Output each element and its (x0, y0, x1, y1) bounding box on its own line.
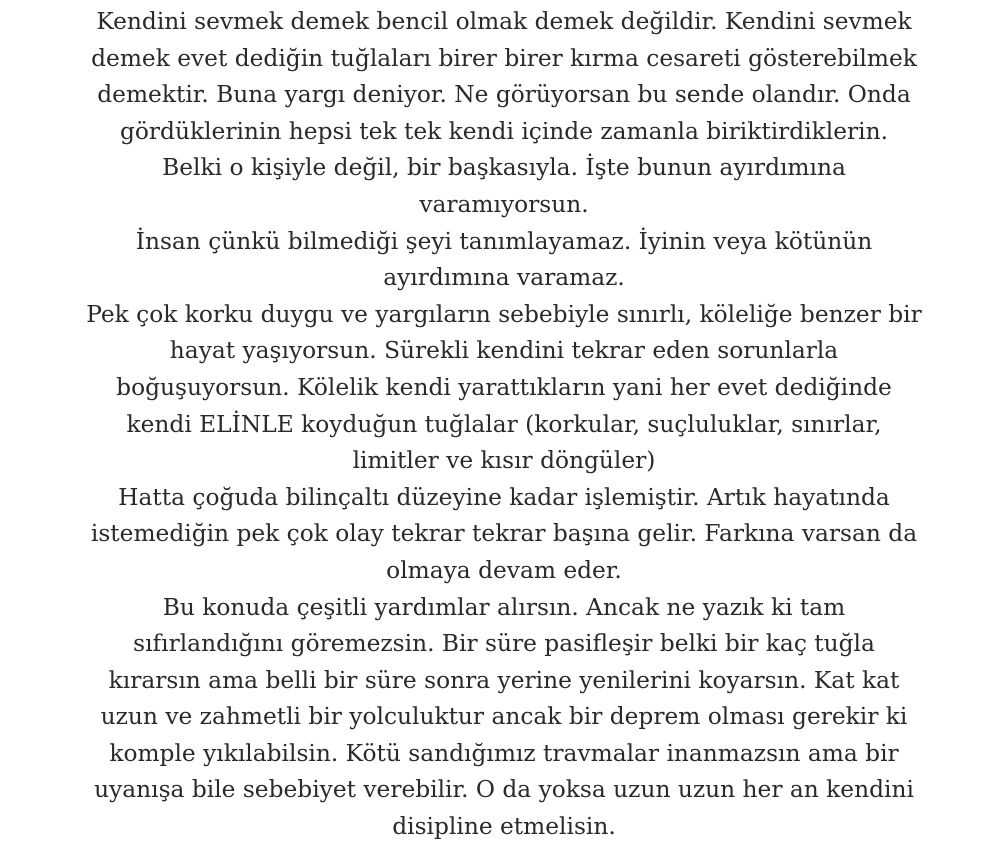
text-line: boğuşuyorsun. Kölelik kendi yarattıkların yani her evet dediğinde (116, 373, 892, 401)
text-line: hayat yaşıyorsun. Sürekli kendini tekrar eden sorunlarla (169, 337, 839, 365)
text-line: varamıyorsun. (419, 190, 589, 218)
text-line: limitler ve kısır döngüler) (352, 447, 656, 475)
text-line: gördüklerinin hepsi tek tek kendi içinde zamanla biriktirdiklerin. (119, 117, 889, 145)
text-line: ayırdımına varamaz. (383, 264, 625, 292)
text-line: kendi ELİNLE koyduğun tuğlalar (korkular, suçluluklar, sınırlar, (126, 410, 882, 438)
text-line: disipline etmelisin. (392, 813, 616, 841)
text-line: uyanışa bile sebebiyet verebilir. O da yoksa uzun uzun her an kendini (94, 776, 914, 804)
text-line: kırarsın ama belli bir süre sonra yerine yenilerini koyarsın. Kat kat (108, 666, 900, 694)
text-line: Kendini sevmek demek bencil olmak demek değildir. Kendini sevmek (96, 8, 912, 35)
text-line: İnsan çünkü bilmediği şeyi tanımlayamaz. İyinin veya kötünün (135, 227, 873, 255)
text-line: Pek çok korku duygu ve yargıların sebebiyle sınırlı, köleliğe benzer bir (86, 300, 922, 328)
text-line: demek evet dediğin tuğlaları birer birer kırma cesareti gösterebilmek (91, 44, 917, 72)
text-line: Hatta çoğuda bilinçaltı düzeyine kadar işlemiştir. Artık hayatında (118, 483, 890, 511)
text-line: uzun ve zahmetli bir yolculuktur ancak bir deprem olması gerekir ki (100, 703, 908, 731)
text-line: komple yıkılabilsin. Kötü sandığımız travmalar inanmazsın ama bir (109, 739, 899, 767)
text-line: sıfırlandığını göremezsin. Bir süre pasifleşir belki bir kaç tuğla (133, 630, 875, 658)
text-line: demektir. Buna yargı deniyor. Ne görüyorsan bu sende olandır. Onda (97, 81, 911, 109)
text-line: Bu konuda çeşitli yardımlar alırsın. Ancak ne yazık ki tam (162, 593, 846, 621)
document-text (0, 4, 1008, 846)
text-line: olmaya devam eder. (386, 556, 622, 584)
text-line: istemediğin pek çok olay tekrar tekrar başına gelir. Farkına varsan da (90, 520, 918, 548)
text-line: Belki o kişiyle değil, bir başkasıyla. İşte bunun ayırdımına (162, 154, 846, 182)
